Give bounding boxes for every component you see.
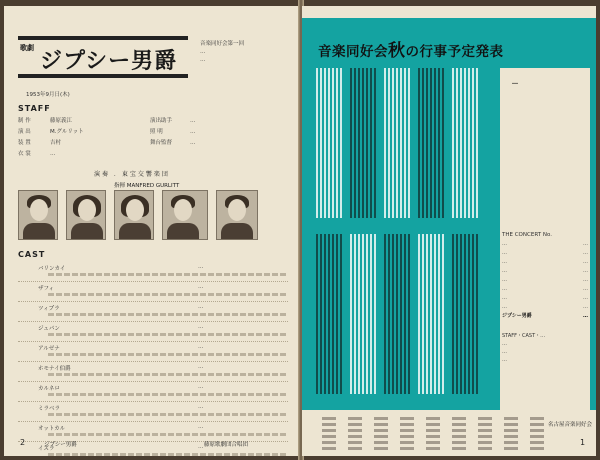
staff-name: … [190,129,196,135]
toc-item [502,240,588,249]
toc-label: ジプシー男爵 [502,313,532,319]
page-number: 2 [20,438,26,447]
portrait-photo [18,190,58,240]
toc-label: … [502,286,507,292]
credits-column [322,416,336,450]
staff-note-line: … [502,357,507,363]
toc-label: … [502,277,507,283]
staff-row [18,127,288,138]
toc-page: … [583,313,588,319]
cast-description [48,433,288,436]
publisher-name: 名古屋音楽同好会 [548,422,593,428]
schedule-title-autumn: 秋 [388,41,406,61]
staff-row [18,116,288,127]
schedule-column [384,68,412,218]
staff-role: 舞台監督 [150,140,173,146]
schedule-column [316,234,344,394]
staff-name: … [190,118,196,124]
staff-note-line: … [502,341,507,347]
toc-label: … [502,241,507,247]
conductor-line: 指揮 MANFRED GURLITT [114,183,180,189]
cast-actor: … [198,384,204,390]
credits-column [426,416,440,450]
staff-role: 制 作 [18,118,31,124]
cast-entry [18,382,288,402]
cast-actor: … [198,304,204,310]
schedule-title [318,36,504,61]
cast-description [48,453,288,456]
schedule-column [418,234,446,394]
toc-label: … [502,295,507,301]
schedule-title-post: の行事予定発表 [405,44,504,60]
cast-actor: … [198,424,204,430]
cast-role: カルネロ [38,386,60,392]
toc-label: … [502,304,507,310]
cast-actor: … [198,324,204,330]
schedule-column [350,68,378,218]
cast-entry [18,342,288,362]
cast-role: ホモナイ伯爵 [38,366,71,372]
credits-column [348,416,362,450]
cast-entry [18,282,288,302]
staff-role: 演出助手 [150,118,173,124]
toc-page: … [583,250,588,256]
cast-photos [18,190,288,240]
toc-label: … [502,250,507,256]
cast-description [48,353,288,356]
toc-page: … [583,295,588,301]
title-banner [18,36,188,78]
schedule-title-pre: 音楽同好会 [318,44,388,60]
staff-note [502,332,588,364]
performance-date: 1953年9月日(木) [26,92,70,98]
staff-role: 演 出 [18,129,31,135]
cast-role: バリンカイ [38,266,66,272]
staff-row [18,149,288,160]
cast-role: ジュパン [38,326,60,332]
publication-info [200,40,290,64]
cast-role: ザフィ [38,286,55,292]
cast-description [48,393,288,396]
cast-description [48,413,288,416]
toc-item [502,303,588,312]
toc-title: THE CONCERT No. [502,232,552,238]
cast-role: ツィプラ [38,306,60,312]
credits-column [504,416,518,450]
cast-description [48,313,288,316]
staff-name: 藤原義江 [50,118,73,124]
portrait-photo [216,190,258,240]
staff-note-line: STAFF・CAST・… [502,333,546,339]
staff-note-line: … [502,349,507,355]
cast-list [18,262,288,456]
cast-role: オットカル [38,426,66,432]
toc-item [502,267,588,276]
staff-role: 衣 裳 [18,151,31,157]
side-note: … [512,79,518,86]
toc-label: … [502,259,507,265]
orchestra-line: 演奏 ．東宝交響楽団 [94,171,170,178]
cast-role: アルゼナ [38,346,60,352]
staff-name: 吉村 [50,140,62,146]
staff-name: M.グルリット [50,129,84,135]
portrait-photo [66,190,106,240]
staff-name: … [50,151,56,157]
schedule-column [452,234,480,394]
staff-name [190,149,280,160]
toc-item [502,258,588,267]
schedule-column [452,68,480,218]
toc-page: … [583,259,588,265]
toc-page: … [583,268,588,274]
footer-chorus: 藤原歌劇団合唱団 [204,442,249,448]
cast-description [48,373,288,376]
toc-item [502,285,588,294]
right-page [302,6,596,456]
cast-heading: CAST [18,250,46,259]
cast-actor: … [198,404,204,410]
cast-description [48,333,288,336]
toc-item [502,294,588,303]
schedule-column [316,68,344,218]
credits-column [452,416,466,450]
footer-title: ジプシー男爵 [44,442,77,448]
toc-label: … [502,268,507,274]
toc-page: … [583,304,588,310]
staff-role: 装 置 [18,140,31,146]
cast-entry [18,422,288,442]
credits-column [530,416,544,450]
table-of-contents [502,232,588,321]
cast-actor: … [198,284,204,290]
left-page [4,6,300,456]
opera-title: ジプシー男爵 [40,48,178,74]
staff-role [150,149,190,160]
staff-list [18,116,288,160]
pub-info-line: … [200,57,206,63]
portrait-photo [162,190,208,240]
cast-actor: … [198,344,204,350]
schedule-column [350,234,378,394]
pub-info-line: 音楽同好会第一回 [200,41,245,47]
cast-entry [18,302,288,322]
toc-page: … [583,286,588,292]
cast-entry [18,362,288,382]
portrait-photo [114,190,154,240]
toc-page: … [583,277,588,283]
title-prefix: 歌劇 [20,44,34,52]
page-number: 1 [580,438,586,447]
toc-page: … [583,241,588,247]
staff-heading: STAFF [18,104,51,113]
schedule-column [418,68,446,218]
credits-table [322,416,582,450]
cast-entry [18,262,288,282]
cast-entry [18,402,288,422]
cast-role: ミラベラ [38,406,61,412]
schedule-column [384,234,412,394]
cast-description [48,273,288,276]
credits-column [478,416,492,450]
credits-column [374,416,388,450]
pub-info-line: … [200,49,206,55]
staff-row [18,138,288,149]
cast-actor: … [198,364,204,370]
credits-column [400,416,414,450]
cast-actor: … [198,444,204,450]
cast-actor: … [198,264,204,270]
cast-entry [18,322,288,342]
toc-item [502,312,588,321]
staff-name: … [190,140,196,146]
cast-role: イズラ [38,446,55,452]
cast-description [48,293,288,296]
staff-role: 照 明 [150,129,163,135]
toc-item [502,249,588,258]
toc-item [502,276,588,285]
